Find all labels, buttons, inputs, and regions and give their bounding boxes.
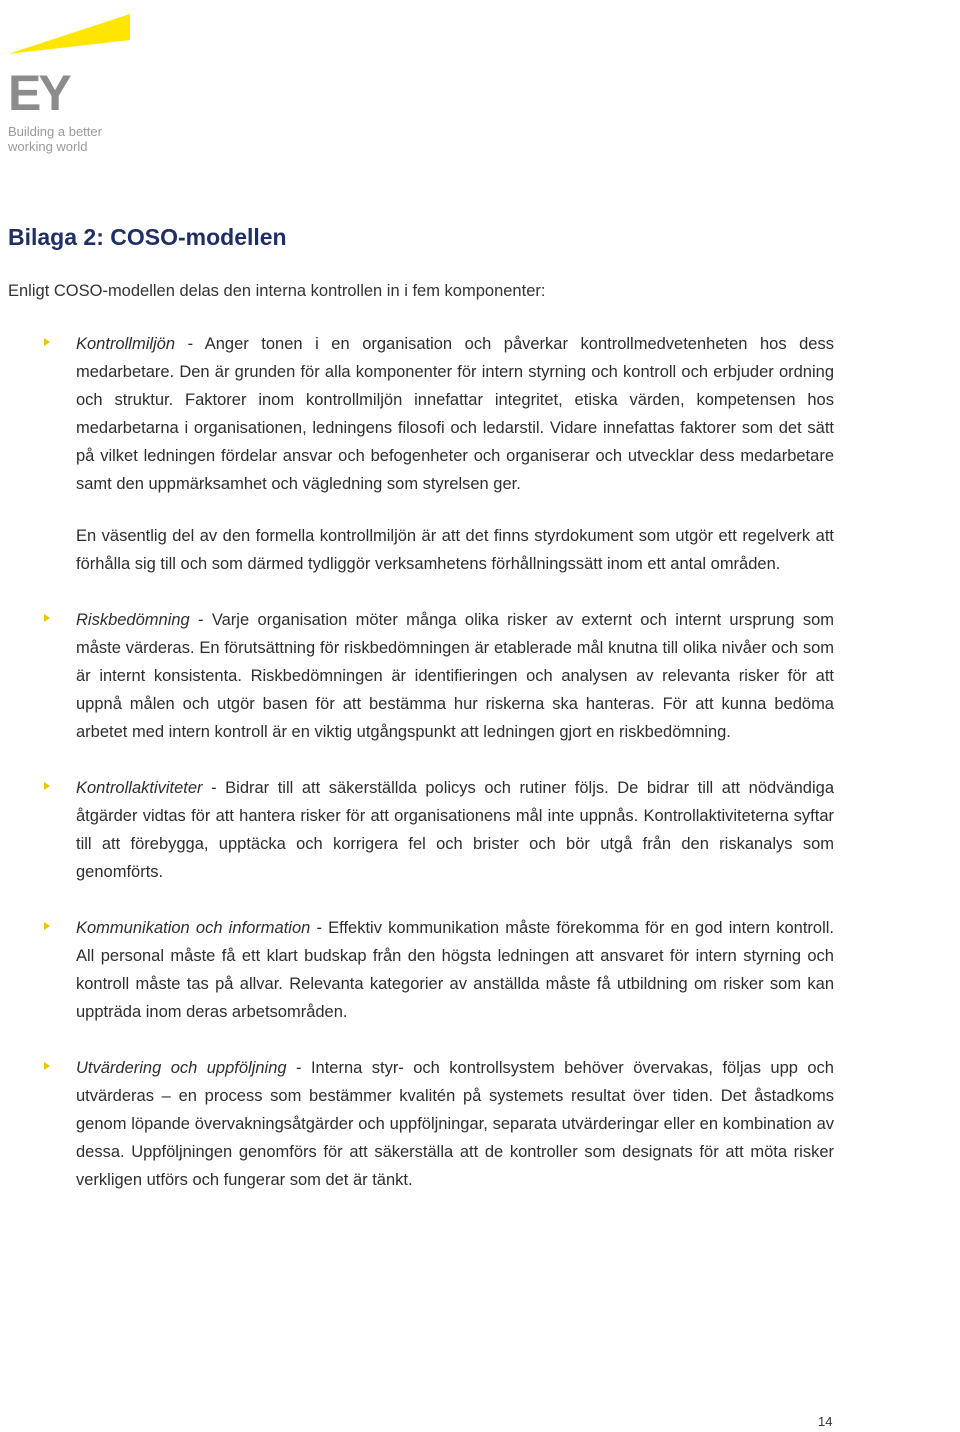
component-paragraph — [76, 1054, 834, 1194]
component-term: Kommunikation och information — [76, 919, 311, 937]
component-extra-paragraph: En väsentlig del av den formella kontrollmiljön är att det finns styrdokument som utgör ett regelverk att förhålla sig till och som därmed tydliggör verksamhetens förhållningssätt inom ett antal områden. — [76, 527, 834, 573]
bullet-arrow-icon — [44, 338, 50, 346]
intro-text: Enligt COSO-modellen delas den interna kontrollen in i fem komponenter: — [8, 282, 546, 300]
component-text: - Interna styr- och kontrollsystem behöver övervakas, följas upp och utvärderas – en process som bestämmer kvalitén på systemets resultat över tiden. Det åstadkoms genom löpande övervakningsåtgärder och uppföljningar, separata utvärderingar eller en kombination av dessa. Uppföljningen genomförs för att säkerställa att de kontroller som designats för att möta risker verkligen utförs och fungerar som det är tänkt. — [76, 1059, 834, 1189]
logo-tagline-line2: working world — [8, 139, 88, 154]
logo-beam-icon — [6, 6, 136, 66]
list-item — [44, 774, 834, 886]
bullet-arrow-icon — [44, 922, 50, 930]
component-paragraph — [76, 774, 834, 886]
bullet-arrow-icon — [44, 1062, 50, 1070]
bullet-arrow-icon — [44, 782, 50, 790]
component-text: - Effektiv kommunikation måste förekomma för en god intern kontroll. All personal måste få ett klart budskap från den högsta ledningen att ansvaret för intern styrning och kontroll måste tas på allvar. Relevanta kategorier av anställda måste få utbildning om risker som kan uppträda inom deras arbetsområden. — [76, 919, 834, 1021]
bullet-arrow-icon — [44, 614, 50, 622]
page-number: 14 — [818, 1414, 833, 1429]
logo-tagline-line1: Building a better — [8, 124, 102, 139]
logo-mark: EY — [8, 65, 69, 121]
component-term: Kontrollmiljön — [76, 335, 176, 353]
list-item — [44, 1054, 834, 1194]
component-term: Riskbedömning — [76, 611, 190, 629]
component-list — [44, 330, 834, 1222]
component-paragraph — [76, 914, 834, 1026]
component-paragraph — [76, 330, 834, 498]
component-text: - Bidrar till att säkerställda policys och rutiner följs. De bidrar till att nödvändiga åtgärder vidtas för att hantera risker för att organisationens mål inte uppnås. Kontrollaktiviteterna syftar till att förebygga, upptäcka och korrigera fel och brister och bör utgå från den riskanalys som genomförts. — [76, 779, 834, 881]
component-text: - Varje organisation möter många olika risker av externt och internt ursprung som måste värderas. En förutsättning för riskbedömningen är etablerade mål knutna till olika nivåer och som är internt konsistenta. Riskbedömningen är identifieringen och analysen av relevanta risker för att uppnå målen och utgör basen för att bestämma hur riskerna ska hanteras. För att kunna bedöma arbetet med intern kontroll är en viktig utgångspunkt att ledningen gjort en riskbedömning. — [76, 611, 834, 741]
component-term: Utvärdering och uppföljning — [76, 1059, 287, 1077]
component-term: Kontrollaktiviteter — [76, 779, 203, 797]
list-item — [44, 330, 834, 578]
component-paragraph — [76, 606, 834, 746]
page-heading: Bilaga 2: COSO-modellen — [8, 224, 287, 250]
logo-tagline — [8, 124, 138, 154]
component-text: - Anger tonen i en organisation och påverkar kontrollmedvetenheten hos dess medarbetare. Den är grunden för alla komponenter för intern styrning och kontroll och erbjuder ordning och struktur. Faktorer inom kontrollmiljön innefattar integritet, etiska värden, kompetensen hos medarbetarna i organisationen, ledningens filosofi och ledarstil. Vidare innefattas faktorer som det sätt på vilket ledningen fördelar ansvar och befogenheter och organiserar och utvecklar dess medarbetare samt den uppmärksamhet och vägledning som styrelsen ger. — [76, 335, 834, 493]
ey-logo — [6, 6, 136, 156]
list-item — [44, 914, 834, 1026]
list-item — [44, 606, 834, 746]
